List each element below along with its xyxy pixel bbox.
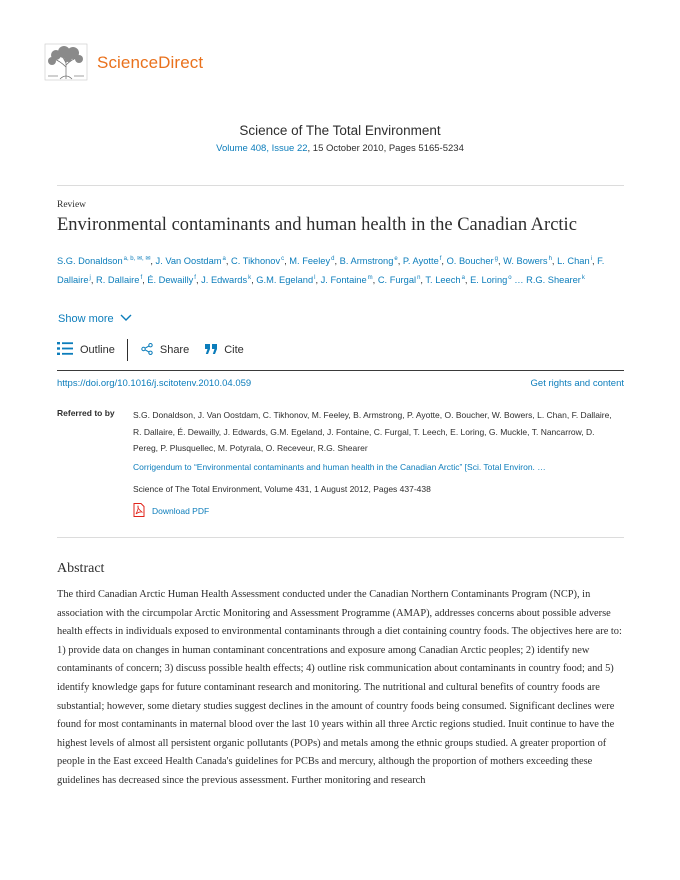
divider — [57, 537, 624, 538]
issue-details: , 15 October 2010, Pages 5165-5234 — [307, 143, 464, 154]
article-type: Review — [57, 200, 87, 210]
list-icon — [57, 342, 73, 358]
author-link[interactable]: C. Tikhonov$^c$ — [231, 256, 285, 266]
pdf-icon — [133, 503, 145, 519]
author-link[interactable]: … R.G. Shearer$^k$ — [514, 275, 585, 285]
cite-label: Cite — [224, 344, 244, 356]
corrigendum-link[interactable]: Corrigendum to “Environmental contaminants and human health in the Canadian Arctic” [Sci. Total Environ. … — [133, 462, 546, 472]
outline-label: Outline — [80, 344, 115, 356]
abstract-heading: Abstract — [57, 561, 105, 576]
author-link[interactable]: F. Dallaire$^j$ — [57, 256, 605, 285]
divider — [57, 185, 624, 186]
author-link[interactable]: M. Feeley$^d$ — [289, 256, 335, 266]
outline-button[interactable] — [57, 342, 115, 358]
elsevier-tree-icon[interactable] — [44, 43, 88, 81]
article-toolbar — [57, 339, 244, 361]
brand-logo-text[interactable]: ScienceDirect — [97, 53, 204, 72]
author-link[interactable]: J. Edwards$^k$ — [201, 275, 252, 285]
author-link[interactable]: P. Ayotte$^f$ — [402, 256, 442, 266]
author-link[interactable]: G.M. Egeland$^l$ — [256, 275, 316, 285]
author-link[interactable]: L. Chan$^i$ — [557, 256, 592, 266]
abstract-body: The third Canadian Arctic Human Health Assessment conducted under the Canadian Northern Contaminants Program (NCP), in association with the circumpolar Arctic Monitoring and Assessment Programme (AMAP), addresses concerns about possible adverse health effects in individuals exposed to environmental contaminants through a diet containing country foods. The objectives here are to: 1) provide data on changes in human contaminant concentrations and exposure among Canadian Arctic peoples; 2) identify new contaminants of concern; 3) discuss possible health effects; 4) outline risk communication about contaminants in country food; and 5) identify knowledge gaps for future contaminant research and monitoring. The nutritional and cultural benefits of country foods are substantial; however, some dietary studies suggest declines in the amount of country foods being consumed. Significant declines were found for most contaminants in maternal blood over the last 10 years within all three Arctic regions studied. Inuit continue to have the highest levels of almost all persistent organic pollutants (POPs) and metals among the ethnic groups studied. A greater proportion of people in the East exceed Health Canada's guidelines for PCBs and mercury, although the proportion of mothers exceeding these guidelines has decreased since the previous assessment. Further monitoring and research — [57, 589, 622, 786]
toolbar-divider — [127, 339, 128, 361]
author-link[interactable]: O. Boucher$^g$ — [446, 256, 498, 266]
doi-link[interactable]: https://doi.org/10.1016/j.scitotenv.2010.04.059 — [57, 378, 252, 389]
show-more-label: Show more — [58, 313, 114, 325]
author-list: S.G. Donaldson$^{a, b, ✉, ✉}$, J. Van Oostdam$^a$, C. Tikhonov$^c$, M. Feeley$^d$, B. Armstrong$^e$, P. Ayotte$^f$, O. Boucher$^g$, W. Bowers$^h$, L. Chan$^i$, F. Dallaire$^j$, R. Dallaire$^f$, É. Dewailly$^f$, J. Edwards$^k$, G.M. Egeland$^l$, J. Fontaine$^m$, C. Furgal$^n$, T. Leech$^a$, E. Loring$^o$ … R.G. Shearer$^k$ — [57, 256, 605, 285]
author-link[interactable]: R. Dallaire$^f$ — [96, 275, 143, 285]
share-icon — [141, 343, 153, 358]
article-title: Environmental contaminants and human health in the Canadian Arctic — [57, 215, 577, 235]
quote-icon — [205, 344, 217, 357]
author-link[interactable]: J. Van Oostdam$^a$ — [155, 256, 226, 266]
author-link[interactable]: É. Dewailly$^f$ — [147, 275, 196, 285]
chevron-down-icon — [120, 313, 132, 325]
show-more-button[interactable] — [58, 313, 132, 325]
author-link[interactable]: T. Leech$^a$ — [425, 275, 465, 285]
author-link[interactable]: J. Fontaine$^m$ — [320, 275, 373, 285]
corrigendum-source: Science of The Total Environment, Volume 431, 1 August 2012, Pages 437-438 — [133, 484, 431, 494]
volume-link[interactable]: Volume 408, Issue 22 — [216, 143, 308, 154]
issue-info — [0, 143, 680, 154]
author-link[interactable]: W. Bowers$^h$ — [503, 256, 552, 266]
author-link[interactable]: B. Armstrong$^e$ — [339, 256, 398, 266]
share-label: Share — [159, 344, 190, 356]
referred-authors: S.G. Donaldson, J. Van Oostdam, C. Tikhonov, M. Feeley, B. Armstrong, P. Ayotte, O. Boucher, W. Bowers, L. Chan, F. Dallaire, R. Dallaire, É. Dewailly, J. Edwards, G.M. Egeland, J. Fontaine, C. Furgal, T. Leech, E. Loring, G. Muckle, T. Nancarrow, D. Pereg, P. Plusquellec, M. Potyrala, O. Receveur, R.G. Shearer — [133, 410, 612, 453]
author-link[interactable]: S.G. Donaldson$^{a, b, ✉, ✉}$ — [57, 256, 151, 266]
divider — [57, 370, 624, 371]
cite-button[interactable] — [205, 344, 244, 357]
download-pdf-label: Download PDF — [152, 506, 210, 516]
rights-link[interactable]: Get rights and content — [530, 378, 624, 389]
author-link[interactable]: C. Furgal$^n$ — [377, 275, 421, 285]
download-pdf-link[interactable] — [133, 503, 209, 519]
share-button[interactable] — [141, 343, 189, 358]
author-link[interactable]: E. Loring$^o$ — [470, 275, 512, 285]
journal-title[interactable]: Science of The Total Environment — [239, 123, 441, 138]
referred-to-label: Referred to by — [57, 408, 115, 418]
